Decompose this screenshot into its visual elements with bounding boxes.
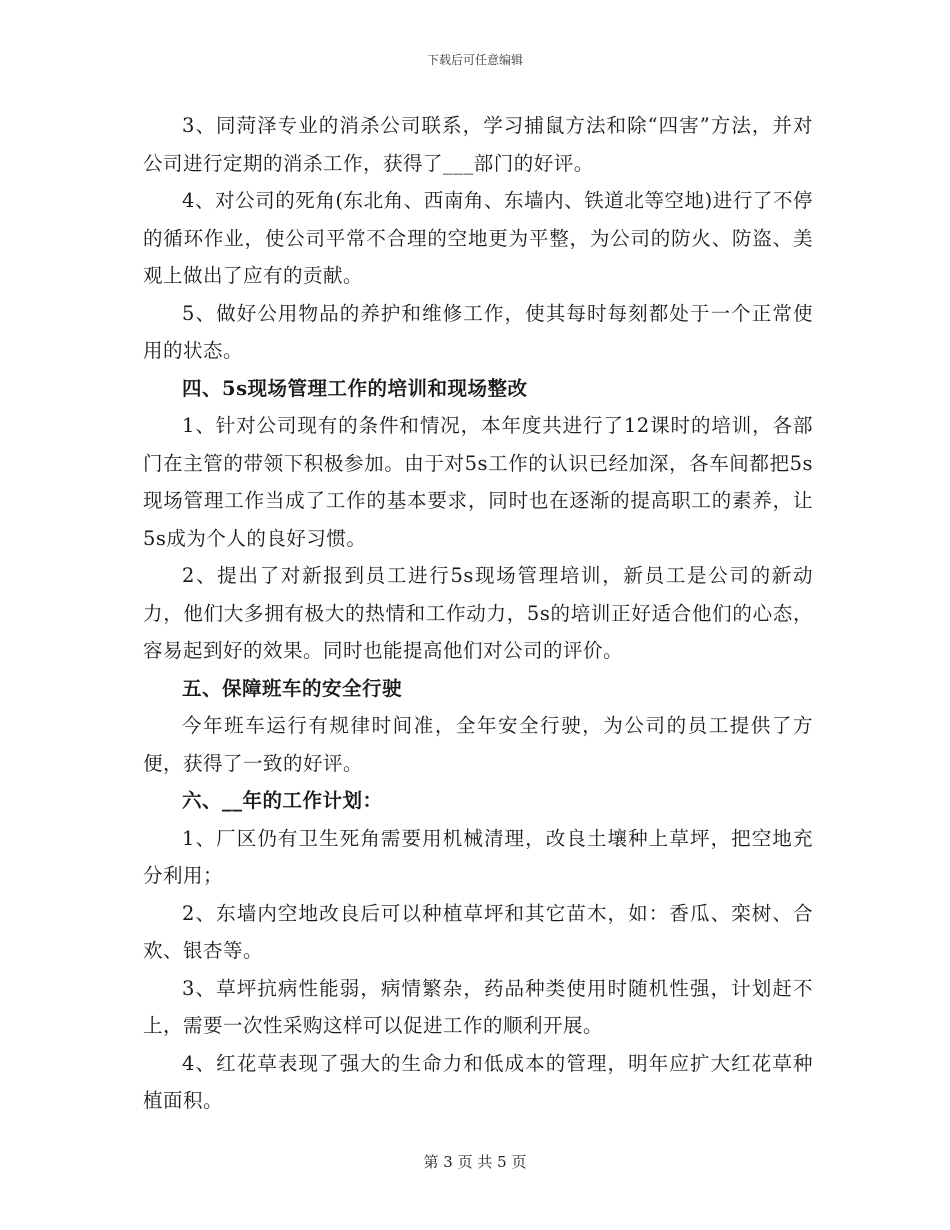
paragraph-plan-4: 4、红花草表现了强大的生命力和低成本的管理，明年应扩大红花草种植面积。: [143, 1051, 813, 1112]
section-heading-4: 四、5s现场管理工作的培训和现场整改: [182, 376, 528, 400]
paragraph-plan-1: 1、厂区仍有卫生死角需要用机械清理，改良土壤种上草坪，把空地充分利用；: [143, 826, 813, 887]
paragraph-item-5: 5、做好公用物品的养护和维修工作，使其每时每刻都处于一个正常使用的状态。: [143, 301, 813, 362]
paragraph-plan-2: 2、东墙内空地改良后可以种植草坪和其它苗木，如：香瓜、栾树、合欢、银杏等。: [143, 901, 813, 962]
page-header: 下载后可任意编辑: [426, 53, 523, 67]
paragraph-item-4: 4、对公司的死角(东北角、西南角、东墙内、铁道北等空地)进行了不停的循环作业，使公司平常不合理的空地更为平整，为公司的防火、防盗、美观上做出了应有的贡献。: [143, 189, 813, 287]
paragraph-training-2: 2、提出了对新报到员工进行5s现场管理培训，新员工是公司的新动力，他们大多拥有极大的热情和工作动力，5s的培训正好适合他们的心态，容易起到好的效果。同时也能提高他们对公司的评价。: [143, 564, 813, 662]
document-body: [143, 107, 813, 1120]
paragraph-training-1: 1、针对公司现有的条件和情况，本年度共进行了12课时的培训，各部门在主管的带领下积极参加。由于对5s工作的认识已经加深，各车间都把5s现场管理工作当成了工作的基本要求，同时也在逐渐的提高职工的素养，让5s成为个人的良好习惯。: [143, 414, 813, 550]
paragraph-item-3: 3、同菏泽专业的消杀公司联系，学习捕鼠方法和除“四害”方法，并对公司进行定期的消杀工作，获得了___部门的好评。: [143, 114, 813, 175]
paragraph-bus-safety: 今年班车运行有规律时间准，全年安全行驶，为公司的员工提供了方便，获得了一致的好评。: [143, 714, 813, 775]
paragraph-plan-3: 3、草坪抗病性能弱，病情繁杂，药品种类使用时随机性强，计划赶不上，需要一次性采购这样可以促进工作的顺利开展。: [143, 976, 813, 1037]
section-heading-5: 五、保障班车的安全行驶: [182, 676, 403, 700]
page-number-footer: 第 3 页 共 5 页: [423, 1153, 527, 1171]
section-heading-6: 六、__年的工作计划：: [182, 789, 383, 812]
